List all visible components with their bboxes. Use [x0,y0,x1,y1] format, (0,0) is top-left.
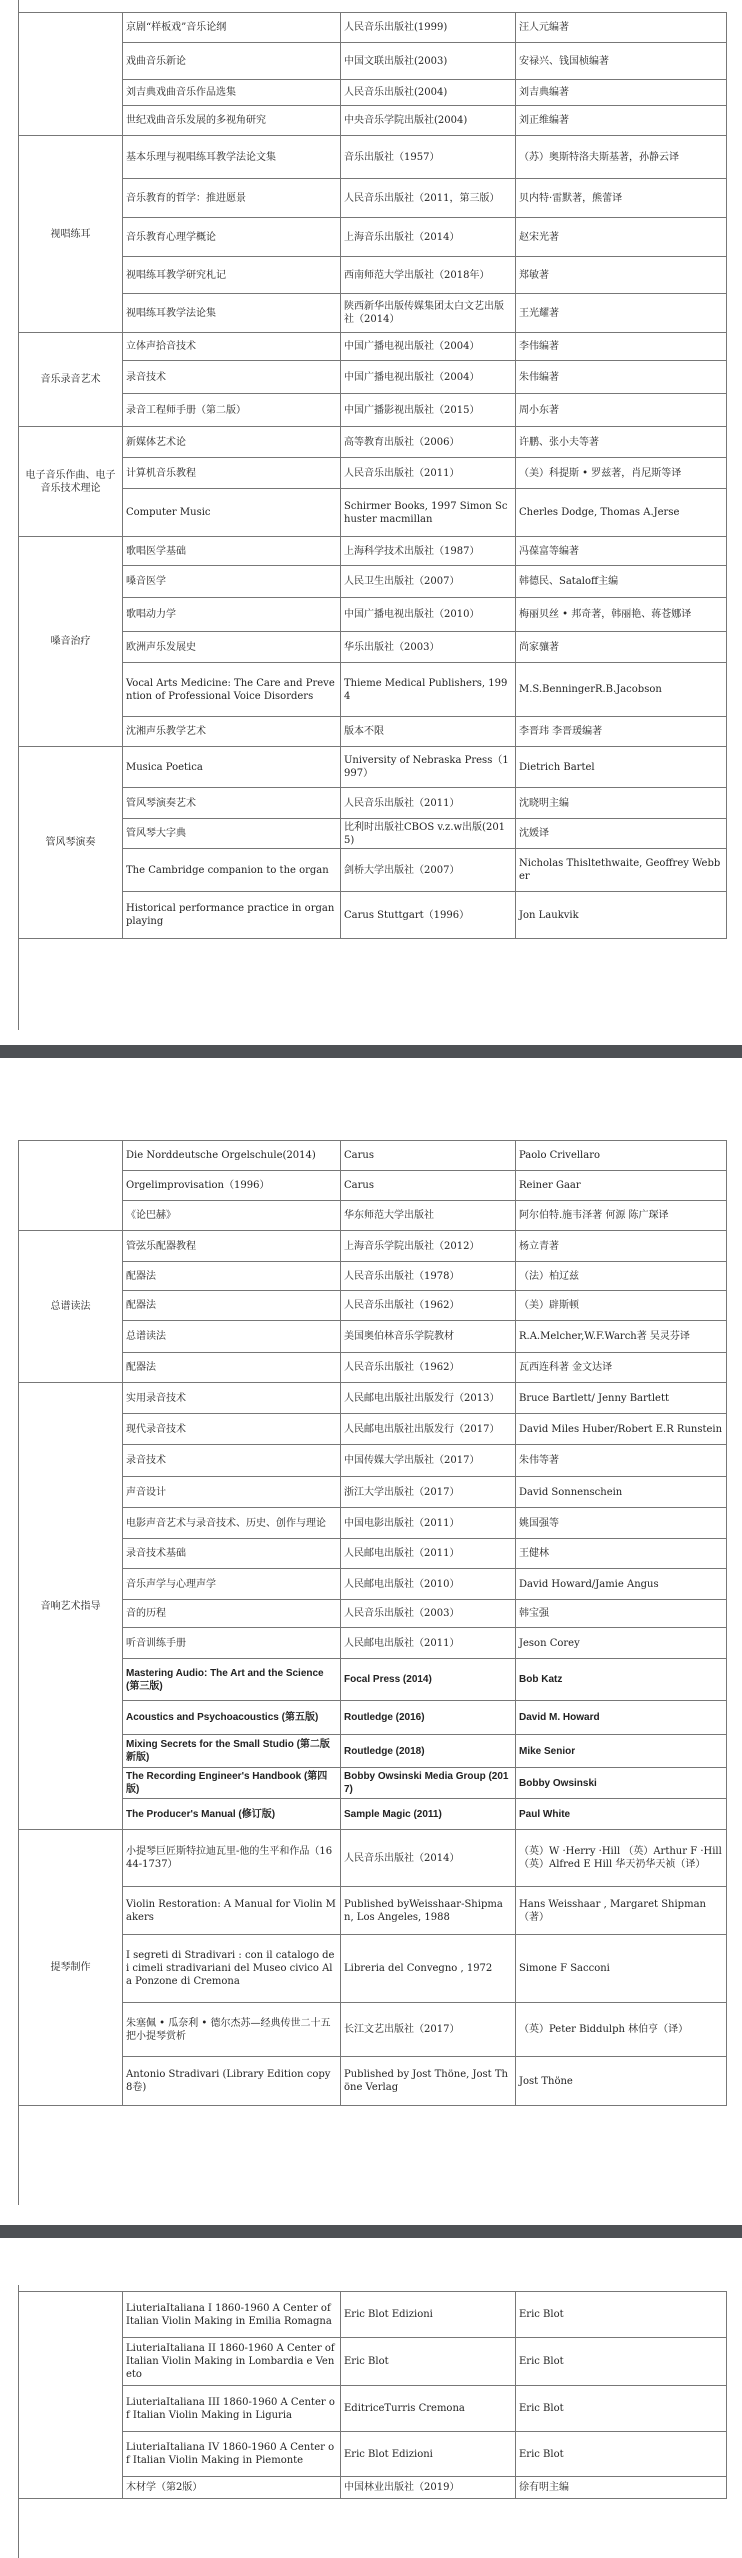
publisher-cell: 剑桥大学出版社（2007） [341,849,516,892]
table-row [19,747,727,788]
table-row [19,1799,727,1830]
author-cell: Mike Senior [516,1735,727,1768]
publisher-cell: Eric Blot [341,2338,516,2386]
table-row [19,294,727,333]
title-cell: LiuteriaItaliana IV 1860-1960 A Center of Italian Violin Making in Piemonte [123,2432,341,2477]
author-cell: 安禄兴、钱国桢编著 [516,43,727,80]
title-cell: 欧洲声乐发展史 [123,632,341,663]
table-row [19,43,727,80]
title-cell: 立体声拾音技术 [123,333,341,361]
category-cell: 总谱读法 [19,1231,123,1383]
author-cell: Dietrich Bartel [516,747,727,788]
publisher-cell: EditriceTurris Cremona [341,2386,516,2432]
publisher-cell: 华乐出版社（2003） [341,632,516,663]
table-row [19,1353,727,1383]
title-cell: 京剧“样板戏”音乐论纲 [123,13,341,43]
publisher-cell: Carus [341,1141,516,1171]
title-cell: Die Norddeutsche Orgelschule(2014) [123,1141,341,1171]
page-divider [0,1045,742,1058]
publisher-cell: 人民音乐出版社（2003） [341,1600,516,1628]
table-row [19,1445,727,1477]
author-cell: Eric Blot [516,2432,727,2477]
table-row [19,1171,727,1201]
publisher-cell: 中国林业出版社（2019） [341,2477,516,2499]
publisher-cell: 上海音乐出版社（2014） [341,218,516,257]
author-cell: Paolo Crivellaro [516,1141,727,1171]
table-row [19,788,727,819]
author-cell: 韩德民、Sataloff主编 [516,566,727,598]
publisher-cell: 人民音乐出版社（2011） [341,458,516,489]
publisher-cell: 上海音乐学院出版社（2012） [341,1231,516,1262]
title-cell: 计算机音乐教程 [123,458,341,489]
table-row [19,1231,727,1262]
author-cell: （美）辟斯顿 [516,1291,727,1321]
title-cell: The Recording Engineer's Handbook (第四版) [123,1768,341,1799]
publisher-cell: 中国广播电视出版社（2004） [341,361,516,394]
table-row [19,2292,727,2338]
table-row [19,1201,727,1231]
author-cell: 姚国强等 [516,1508,727,1539]
title-cell: The Producer's Manual (修订版) [123,1799,341,1830]
title-cell: 小提琴巨匠斯特拉迪瓦里-他的生平和作品（1644-1737） [123,1830,341,1887]
table-row [19,598,727,632]
publisher-cell: Routledge (2016) [341,1701,516,1735]
page-2 [0,1140,742,2225]
title-cell: 世纪戏曲音乐发展的多视角研究 [123,106,341,136]
publisher-cell: Carus Stuttgart（1996） [341,892,516,939]
title-cell: Orgelimprovisation（1996） [123,1171,341,1201]
table-row [19,1291,727,1321]
publisher-cell: 人民音乐出版社（1978） [341,1262,516,1291]
table-row [19,427,727,458]
title-cell: 管弦乐配器教程 [123,1231,341,1262]
author-cell: Bobby Owsinski [516,1768,727,1799]
publisher-cell: 中国传媒大学出版社（2017） [341,1445,516,1477]
author-cell: Bruce Bartlett/ Jenny Bartlett [516,1383,727,1414]
publisher-cell: 比利时出版社CBOS v.z.w出版(2015) [341,819,516,849]
category-cell: 提琴制作 [19,1830,123,2106]
table-row [19,1262,727,1291]
title-cell: 录音技术 [123,1445,341,1477]
publisher-cell: 人民音乐出版社(1999) [341,13,516,43]
author-cell: 朱伟等著 [516,1445,727,1477]
author-cell: R.A.Melcher,W.F.Warch著 吴灵芬译 [516,1321,727,1353]
table-row [19,2432,727,2477]
category-cell: 视唱练耳 [19,136,123,333]
page-1-table [18,12,727,939]
title-cell: 嗓音医学 [123,566,341,598]
table-row [19,1701,727,1735]
table-row [19,218,727,257]
author-cell: （美）科提斯 • 罗兹著，肖尼斯等译 [516,458,727,489]
title-cell: 音乐教育的哲学：推进愿景 [123,179,341,218]
table-row [19,1569,727,1600]
publisher-cell: 人民音乐出版社（2011，第三版） [341,179,516,218]
publisher-cell: 中国广播影视出版社（2015） [341,394,516,427]
title-cell: 管风琴大字典 [123,819,341,849]
title-cell: 总谱读法 [123,1321,341,1353]
table-row [19,1735,727,1768]
publisher-cell: 人民音乐出版社（2014） [341,1830,516,1887]
author-cell: Jeson Corey [516,1628,727,1659]
publisher-cell: 西南师范大学出版社（2018年） [341,257,516,294]
category-cell: 电子音乐作曲、电子音乐技术理论 [19,427,123,537]
author-cell: David Sonnenschein [516,1477,727,1508]
table-row [19,1935,727,2003]
title-cell: Violin Restoration: A Manual for Violin Makers [123,1887,341,1935]
table-row [19,136,727,179]
title-cell: Antonio Stradivari (Library Edition copy 8卷) [123,2057,341,2106]
table-row [19,717,727,747]
author-cell: （苏）奥斯特洛夫斯基著，孙静云译 [516,136,727,179]
title-cell: LiuteriaItaliana III 1860-1960 A Center of Italian Violin Making in Liguria [123,2386,341,2432]
title-cell: 电影声音艺术与录音技术、历史、创作与理论 [123,1508,341,1539]
author-cell: Cherles Dodge, Thomas A.Jerse [516,489,727,537]
publisher-cell: 中国电影出版社（2011） [341,1508,516,1539]
author-cell: 杨立青著 [516,1231,727,1262]
category-cell: 音乐录音艺术 [19,333,123,427]
publisher-cell: 音乐出版社（1957） [341,136,516,179]
author-cell: Jon Laukvik [516,892,727,939]
publisher-cell: Sample Magic (2011) [341,1799,516,1830]
table-row [19,1768,727,1799]
title-cell: 戏曲音乐新论 [123,43,341,80]
title-cell: 新媒体艺术论 [123,427,341,458]
title-cell: Computer Music [123,489,341,537]
author-cell: M.S.BenningerR.B.Jacobson [516,663,727,717]
author-cell: 沈晓明主编 [516,788,727,819]
title-cell: I segreti di Stradivari : con il catalogo dei cimeli stradivariani del Museo civico Ala Ponzone di Cremona [123,1935,341,2003]
publisher-cell: Carus [341,1171,516,1201]
publisher-cell: 长江文艺出版社（2017） [341,2003,516,2057]
publisher-cell: 人民邮电出版社（2011） [341,1628,516,1659]
author-cell: 许鹏、张小夫等著 [516,427,727,458]
table-row [19,2477,727,2499]
category-cell [19,1141,123,1231]
publisher-cell: 中央音乐学院出版社(2004) [341,106,516,136]
table-row [19,2003,727,2057]
title-cell: 声音设计 [123,1477,341,1508]
publisher-cell: Bobby Owsinski Media Group (2017) [341,1768,516,1799]
table-row [19,106,727,136]
table-row [19,663,727,717]
table-row [19,80,727,106]
table-row [19,489,727,537]
author-cell: Eric Blot [516,2338,727,2386]
category-cell [19,13,123,136]
author-cell: 周小东著 [516,394,727,427]
publisher-cell: 中国文联出版社(2003) [341,43,516,80]
author-cell: 刘吉典编著 [516,80,727,106]
author-cell: 李伟编著 [516,333,727,361]
publisher-cell: 人民邮电出版社（2010） [341,1569,516,1600]
title-cell: 听音训练手册 [123,1628,341,1659]
title-cell: Vocal Arts Medicine: The Care and Prevention of Professional Voice Disorders [123,663,341,717]
table-row [19,1414,727,1445]
title-cell: 沈湘声乐教学艺术 [123,717,341,747]
title-cell: 配器法 [123,1262,341,1291]
title-cell: 歌唱动力学 [123,598,341,632]
publisher-cell: 人民音乐出版社（1962） [341,1353,516,1383]
table-row [19,361,727,394]
publisher-cell: 人民卫生出版社（2007） [341,566,516,598]
table-row [19,537,727,566]
table-row [19,1600,727,1628]
publisher-cell: 浙江大学出版社（2017） [341,1477,516,1508]
title-cell: 管风琴演奏艺术 [123,788,341,819]
page-1 [0,0,742,1045]
author-cell: 阿尔伯特.施韦泽著 何源 陈广琛译 [516,1201,727,1231]
page-2-table [18,1140,727,2106]
table-row [19,394,727,427]
table-row [19,179,727,218]
author-cell: Simone F Sacconi [516,1935,727,2003]
category-cell: 管风琴演奏 [19,747,123,939]
table-row [19,1887,727,1935]
publisher-cell: 中国广播电视出版社（2004） [341,333,516,361]
publisher-cell: 陕西新华出版传媒集团太白文艺出版社（2014） [341,294,516,333]
category-cell: 嗓音治疗 [19,537,123,747]
publisher-cell: 人民音乐出版社（2011） [341,788,516,819]
title-cell: 刘吉典戏曲音乐作品选集 [123,80,341,106]
author-cell: David M. Howard [516,1701,727,1735]
title-cell: 歌唱医学基础 [123,537,341,566]
author-cell: 沈媛译 [516,819,727,849]
table-row [19,1141,727,1171]
author-cell: 朱伟编著 [516,361,727,394]
table-row [19,819,727,849]
author-cell: 瓦西连科著 金文达译 [516,1353,727,1383]
table-row [19,257,727,294]
author-cell: Bob Katz [516,1659,727,1701]
publisher-cell: Eric Blot Edizioni [341,2292,516,2338]
author-cell: 赵宋光著 [516,218,727,257]
author-cell: Paul White [516,1799,727,1830]
title-cell: 录音技术基础 [123,1539,341,1569]
publisher-cell: Eric Blot Edizioni [341,2432,516,2477]
author-cell: 贝内特·雷默著，熊蕾译 [516,179,727,218]
title-cell: 实用录音技术 [123,1383,341,1414]
table-row [19,2057,727,2106]
author-cell: Hans Weisshaar , Margaret Shipman （著） [516,1887,727,1935]
publisher-cell: 人民邮电出版社出版发行（2013） [341,1383,516,1414]
title-cell: The Cambridge companion to the organ [123,849,341,892]
author-cell: （英）W ·Herry ·Hill （英）Arthur F ·Hill （英）Alfred E Hill 华天礽华天祯（译） [516,1830,727,1887]
table-row [19,849,727,892]
title-cell: 音乐教育心理学概论 [123,218,341,257]
table-row [19,1383,727,1414]
category-cell: 音响艺术指导 [19,1383,123,1830]
title-cell: LiuteriaItaliana I 1860-1960 A Center of Italian Violin Making in Emilia Romagna [123,2292,341,2338]
author-cell: Jost Thöne [516,2057,727,2106]
author-cell: David Miles Huber/Robert E.R Runstein [516,1414,727,1445]
table-row [19,1508,727,1539]
page-3-table [18,2291,727,2499]
title-cell: Historical performance practice in organ playing [123,892,341,939]
author-cell: Nicholas Thisltethwaite, Geoffrey Webber [516,849,727,892]
table-row [19,1628,727,1659]
table-row [19,2338,727,2386]
publisher-cell: University of Nebraska Press（1997） [341,747,516,788]
author-cell: 王光耀著 [516,294,727,333]
title-cell: 视唱练耳教学研究札记 [123,257,341,294]
author-cell: （英）Peter Biddulph 林伯亨（译） [516,2003,727,2057]
publisher-cell: Published byWeisshaar-Shipman, Los Angeles, 1988 [341,1887,516,1935]
publisher-cell: 人民音乐出版社(2004) [341,80,516,106]
author-cell: 徐有明主编 [516,2477,727,2499]
table-row [19,1477,727,1508]
title-cell: 音的历程 [123,1600,341,1628]
publisher-cell: 版本不限 [341,717,516,747]
table-row [19,2386,727,2432]
title-cell: Musica Poetica [123,747,341,788]
table-row [19,333,727,361]
table-row [19,13,727,43]
author-cell: 汪人元编著 [516,13,727,43]
author-cell: 王健林 [516,1539,727,1569]
title-cell: 录音技术 [123,361,341,394]
table-row [19,892,727,939]
author-cell: 尚家骧著 [516,632,727,663]
author-cell: Reiner Gaar [516,1171,727,1201]
publisher-cell: 上海科学技术出版社（1987） [341,537,516,566]
author-cell: Eric Blot [516,2386,727,2432]
author-cell: Eric Blot [516,2292,727,2338]
author-cell: 李晋玮 李晋瑗编著 [516,717,727,747]
publisher-cell: Focal Press (2014) [341,1659,516,1701]
publisher-cell: Schirmer Books, 1997 Simon Schuster macmillan [341,489,516,537]
title-cell: 配器法 [123,1353,341,1383]
publisher-cell: 美国奥伯林音乐学院教材 [341,1321,516,1353]
author-cell: （法）柏辽兹 [516,1262,727,1291]
publisher-cell: 人民邮电出版社出版发行（2017） [341,1414,516,1445]
table-row [19,1830,727,1887]
publisher-cell: Thieme Medical Publishers, 1994 [341,663,516,717]
publisher-cell: 人民邮电出版社（2011） [341,1539,516,1569]
table-row [19,1321,727,1353]
publisher-cell: Routledge (2018) [341,1735,516,1768]
author-cell: David Howard/Jamie Angus [516,1569,727,1600]
author-cell: 冯葆富等编著 [516,537,727,566]
author-cell: 刘正维编著 [516,106,727,136]
table-row [19,1659,727,1701]
author-cell: 梅丽贝丝 • 邦奇著，韩丽艳、蒋苍娜译 [516,598,727,632]
publisher-cell: 高等教育出版社（2006） [341,427,516,458]
page-divider [0,2225,742,2238]
title-cell: 视唱练耳教学法论集 [123,294,341,333]
author-cell: 韩宝强 [516,1600,727,1628]
title-cell: 朱塞佩 • 瓜奈利 • 德尔杰苏—经典传世二十五把小提琴赏析 [123,2003,341,2057]
publisher-cell: 中国广播电视出版社（2010） [341,598,516,632]
category-cell [19,2292,123,2499]
title-cell: Acoustics and Psychoacoustics (第五版) [123,1701,341,1735]
table-row [19,566,727,598]
title-cell: 配器法 [123,1291,341,1321]
publisher-cell: Libreria del Convegno , 1972 [341,1935,516,2003]
title-cell: 木材学（第2版） [123,2477,341,2499]
publisher-cell: 华东师范大学出版社 [341,1201,516,1231]
title-cell: 录音工程师手册（第二版） [123,394,341,427]
title-cell: 现代录音技术 [123,1414,341,1445]
title-cell: 基本乐理与视唱练耳教学法论文集 [123,136,341,179]
title-cell: 《论巴赫》 [123,1201,341,1231]
title-cell: 音乐声学与心理声学 [123,1569,341,1600]
table-row [19,1539,727,1569]
title-cell: LiuteriaItaliana II 1860-1960 A Center of Italian Violin Making in Lombardia e Veneto [123,2338,341,2386]
table-row [19,632,727,663]
title-cell: Mixing Secrets for the Small Studio (第二版新版) [123,1735,341,1768]
page-3 [0,2285,742,2558]
publisher-cell: 人民音乐出版社（1962） [341,1291,516,1321]
publisher-cell: Published by Jost Thöne, Jost Thöne Verlag [341,2057,516,2106]
author-cell: 郑敏著 [516,257,727,294]
table-row [19,458,727,489]
title-cell: Mastering Audio: The Art and the Science (第三版) [123,1659,341,1701]
